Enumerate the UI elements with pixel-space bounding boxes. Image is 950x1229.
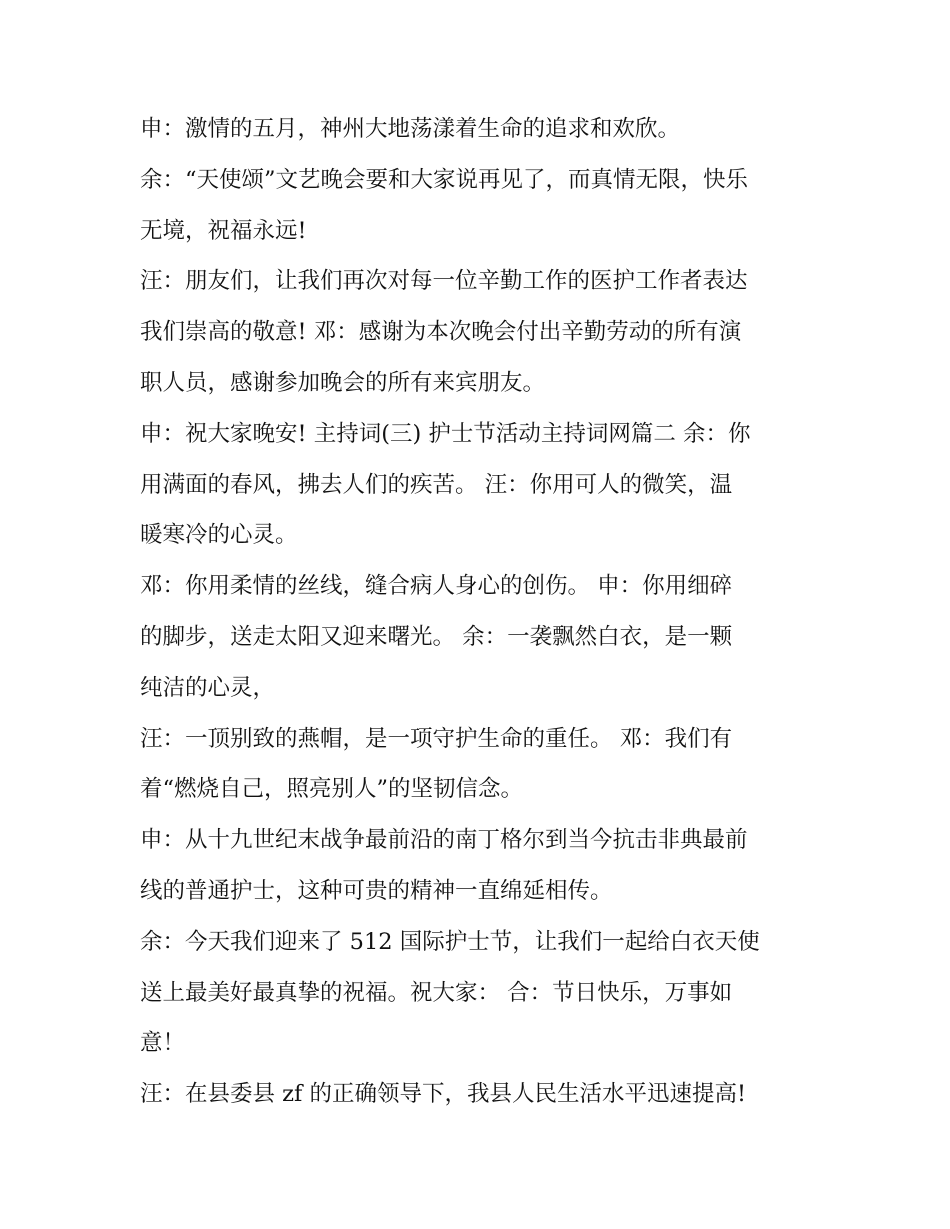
text-line: 申：激情的五月，神州大地荡漾着生命的追求和欢欣。 — [140, 116, 681, 142]
text-line: 邓：你用柔情的丝线，缝合病人身心的创伤。 申：你用细碎 — [140, 573, 733, 600]
text-line: 汪：一顶别致的燕帽，是一项守护生命的重任。 邓：我们有 — [140, 725, 733, 752]
text-line: 汪：朋友们，让我们再次对每一位辛勤工作的医护工作者表达 — [140, 268, 748, 295]
text-line: 意！ — [140, 1030, 186, 1057]
text-line: 着“燃烧自己，照亮别人”的坚韧信念。 — [140, 776, 524, 803]
text-line: 的脚步，送走太阳又迎来曙光。 余：一袭飘然白衣，是一颗 — [140, 623, 733, 650]
text-line: 余：今天我们迎来了 512 国际护士节，让我们一起给白衣天使 — [140, 928, 760, 955]
text-line: 暖寒冷的心灵。 — [140, 522, 298, 549]
text-line: 纯洁的心灵， — [140, 674, 276, 701]
text-line: 职人员，感谢参加晚会的所有来宾朋友。 — [140, 369, 546, 396]
text-line: 用满面的春风，拂去人们的疾苦。 汪：你用可人的微笑，温 — [140, 471, 733, 498]
text-line: 申：从十九世纪末战争最前沿的南丁格尔到当今抗击非典最前 — [140, 827, 748, 854]
document-body — [140, 104, 820, 1120]
text-line: 我们崇高的敬意! 邓：感谢为本次晚会付出辛勤劳动的所有演 — [140, 319, 742, 346]
text-line: 线的普通护士，这种可贵的精神一直绵延相传。 — [140, 877, 613, 904]
text-line: 送上最美好最真挚的祝福。祝大家： 合：节日快乐，万事如 — [140, 979, 733, 1006]
text-line: 汪：在县委县 zf 的正确领导下，我县人民生活水平迅速提高! — [140, 1081, 747, 1108]
text-line: 申：祝大家晚安! 主持词(三) 护士节活动主持词网篇二 余：你 — [140, 420, 751, 447]
text-line: 无境，祝福永远! — [140, 217, 307, 244]
text-line: 余：“天使颂”文艺晚会要和大家说再见了，而真情无限，快乐 — [140, 166, 749, 193]
